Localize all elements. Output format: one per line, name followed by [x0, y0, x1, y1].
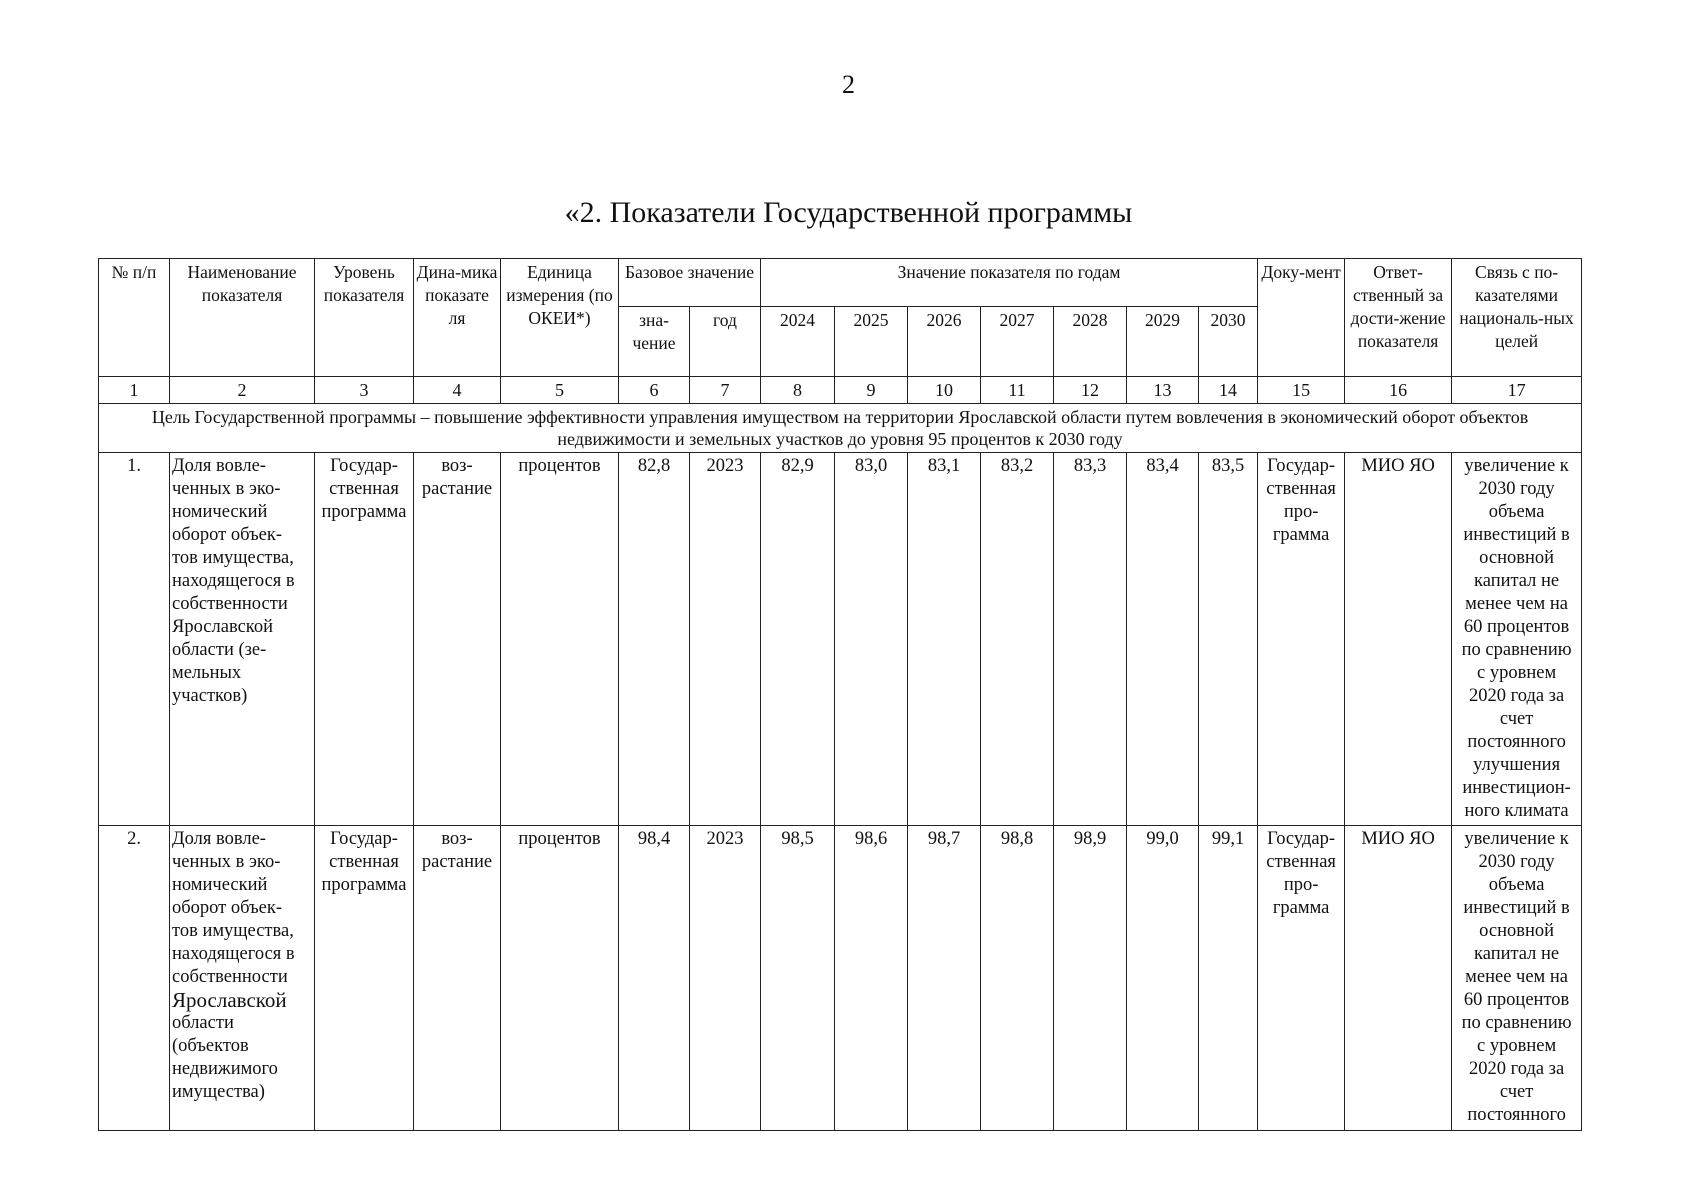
header-year: 2026	[908, 307, 981, 377]
header-base-value: зна-чение	[619, 307, 690, 377]
row-num: 1.	[99, 453, 170, 826]
header-document: Доку-мент	[1258, 259, 1345, 377]
year-value: 99,1	[1199, 826, 1258, 1131]
year-value: 83,0	[835, 453, 908, 826]
indicator-responsible: МИО ЯО	[1345, 453, 1452, 826]
column-number: 9	[835, 377, 908, 404]
year-value: 83,5	[1199, 453, 1258, 826]
year-value: 83,3	[1054, 453, 1127, 826]
indicator-name: Доля вовле- ченных в эко- номический оборот объек- тов имущества, находящегося в собственности Ярославской области (объектов недвижимого имущества)	[170, 826, 315, 1131]
program-goal: Цель Государственной программы – повышение эффективности управления имуществом на территории Ярославской области путем вовлечения в экономический оборот объектов недвижимости и земельных участков до уровня 95 процентов к 2030 году	[99, 404, 1582, 453]
header-responsible: Ответ-ственный за дости-жение показателя	[1345, 259, 1452, 377]
column-number: 8	[761, 377, 835, 404]
header-year: 2029	[1127, 307, 1199, 377]
column-number: 12	[1054, 377, 1127, 404]
column-number: 7	[690, 377, 761, 404]
year-value: 83,4	[1127, 453, 1199, 826]
year-value: 98,5	[761, 826, 835, 1131]
header-year: 2030	[1199, 307, 1258, 377]
year-value: 98,6	[835, 826, 908, 1131]
national-goal-link: увеличение к 2030 году объема инвестиций в основной капитал не менее чем на 60 процентов по сравнению с уровнем 2020 года за счет постоянного	[1452, 826, 1582, 1131]
column-number: 3	[315, 377, 414, 404]
column-number: 14	[1199, 377, 1258, 404]
year-value: 98,9	[1054, 826, 1127, 1131]
indicator-document: Государ-ственная про-грамма	[1258, 453, 1345, 826]
header-dynamics: Дина-мика показате ля	[414, 259, 501, 377]
indicator-dynamics: воз-растание	[414, 453, 501, 826]
header-year: 2028	[1054, 307, 1127, 377]
column-number: 15	[1258, 377, 1345, 404]
year-value: 83,1	[908, 453, 981, 826]
header-num: № п/п	[99, 259, 170, 377]
header-values-by-year: Значение показателя по годам	[761, 259, 1258, 307]
header-year: 2025	[835, 307, 908, 377]
year-value: 98,8	[981, 826, 1054, 1131]
header-year: 2027	[981, 307, 1054, 377]
column-number: 10	[908, 377, 981, 404]
section-title: «2. Показатели Государственной программы	[564, 196, 1133, 229]
header-level: Уровень показателя	[315, 259, 414, 377]
column-number: 5	[501, 377, 619, 404]
column-number: 11	[981, 377, 1054, 404]
column-number: 2	[170, 377, 315, 404]
indicator-responsible: МИО ЯО	[1345, 826, 1452, 1131]
indicator-unit: процентов	[501, 453, 619, 826]
base-year: 2023	[690, 826, 761, 1131]
year-value: 82,9	[761, 453, 835, 826]
indicator-name: Доля вовле- ченных в эко- номический оборот объек- тов имущества, находящегося в собственности Ярославской области (зе- мельных участков)	[170, 453, 315, 826]
indicator-unit: процентов	[501, 826, 619, 1131]
year-value: 83,2	[981, 453, 1054, 826]
header-name: Наименование показателя	[170, 259, 315, 377]
column-number: 17	[1452, 377, 1582, 404]
column-number: 1	[99, 377, 170, 404]
indicator-document: Государ-ственная про-грамма	[1258, 826, 1345, 1131]
base-value: 82,8	[619, 453, 690, 826]
indicator-level: Государ-ственная программа	[315, 826, 414, 1131]
table-row	[99, 453, 1582, 826]
header-link: Связь с по-казателями националь-ных целей	[1452, 259, 1582, 377]
indicators-table	[98, 258, 1582, 1131]
row-num: 2.	[99, 826, 170, 1131]
column-number: 16	[1345, 377, 1452, 404]
page-number: 2	[842, 70, 855, 99]
column-number: 13	[1127, 377, 1199, 404]
table-row	[99, 826, 1582, 1131]
header-year: 2024	[761, 307, 835, 377]
indicator-level: Государ-ственная программа	[315, 453, 414, 826]
year-value: 99,0	[1127, 826, 1199, 1131]
header-base-year: год	[690, 307, 761, 377]
header-unit: Единица измерения (по ОКЕИ*)	[501, 259, 619, 377]
column-number: 4	[414, 377, 501, 404]
header-base: Базовое значение	[619, 259, 761, 307]
indicator-dynamics: воз-растание	[414, 826, 501, 1131]
national-goal-link: увеличение к 2030 году объема инвестиций в основной капитал не менее чем на 60 процентов по сравнению с уровнем 2020 года за счет постоянного улучшения инвестицион- ного климата	[1452, 453, 1582, 826]
base-value: 98,4	[619, 826, 690, 1131]
year-value: 98,7	[908, 826, 981, 1131]
column-number: 6	[619, 377, 690, 404]
base-year: 2023	[690, 453, 761, 826]
